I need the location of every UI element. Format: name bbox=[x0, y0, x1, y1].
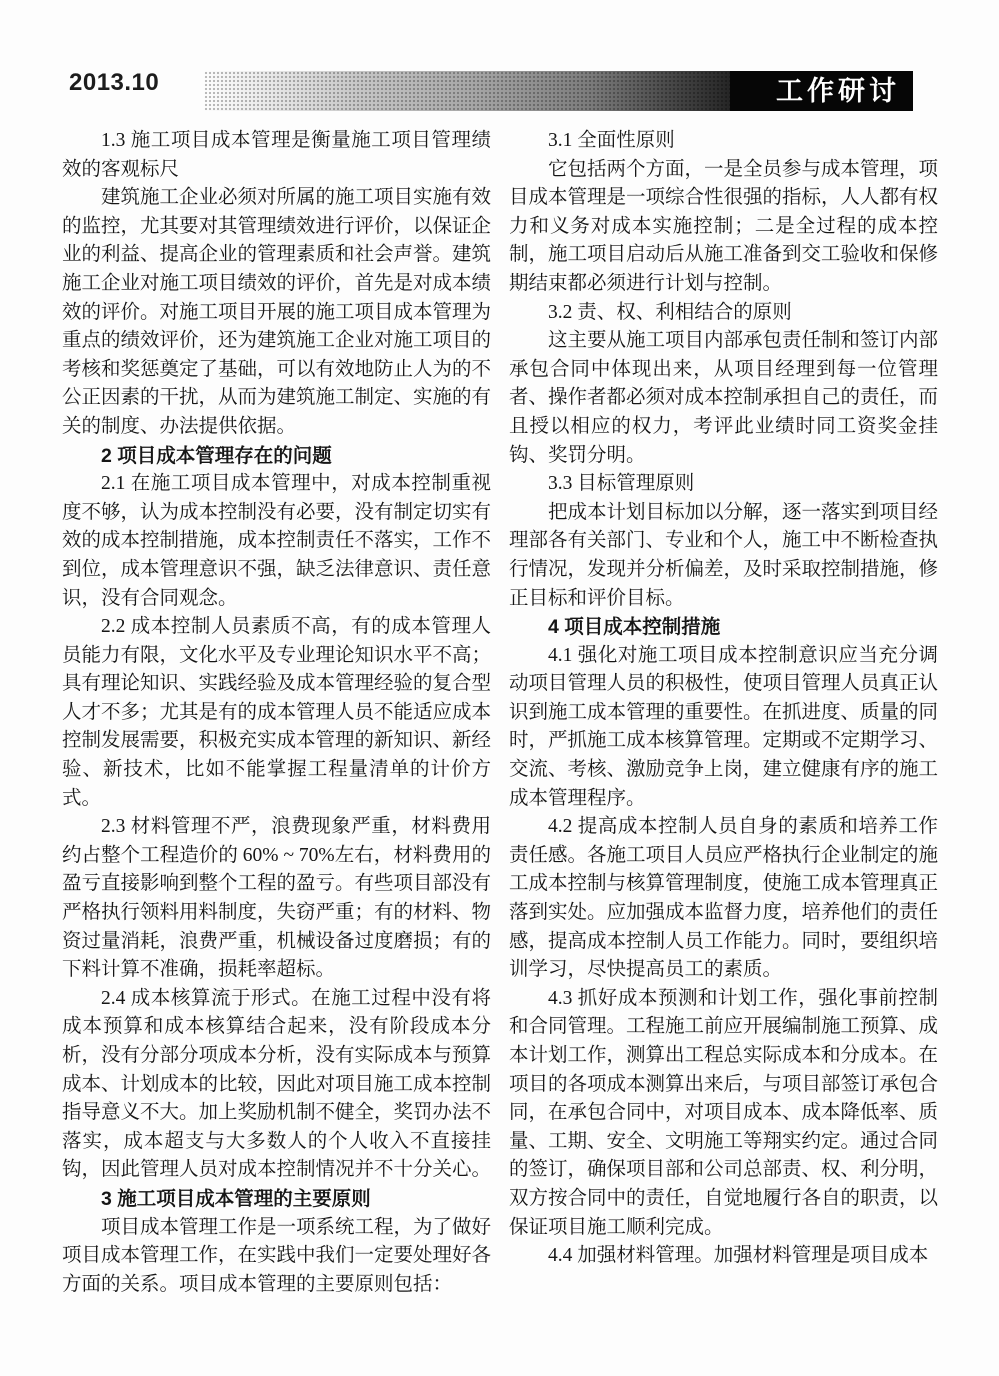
paragraph: 建筑施工企业必须对所属的施工项目实施有效的监控，尤其要对其管理绩效进行评价，以保证企业的利益、提高企业的管理素质和社会声誉。建筑施工企业对施工项目绩效的评价，首先是对成本绩效的评价。对施工项目开展的施工项目成本管理为重点的绩效评价，还为建筑施工企业对施工项目的考核和奖惩奠定了基础，可以有效地防止人为的不公正因素的干扰，从而为建筑施工制定、实施的有关的制度、办法提供依据。 bbox=[62, 187, 492, 437]
paragraph: 4.3 抓好成本预测和计划工作，强化事前控制和合同管理。工程施工前应开展编制施工预算、成本计划工作，测算出工程总实际成本和分成本。在项目的各项成本测算出来后，与项目部签订承包合同，在承包合同中，对项目成本、成本降低率、质量、工期、安全、文明施工等翔实约定。通过合同的签订，确保项目部和公司总部责、权、利分明，双方按合同中的责任，自觉地履行各自的职责，以保证项目施工顺利完成。 bbox=[509, 987, 939, 1238]
column-right bbox=[509, 127, 938, 1299]
section-label-box bbox=[730, 71, 913, 111]
article-body bbox=[62, 127, 939, 1299]
section-heading: 4 项目成本控制措施 bbox=[548, 616, 721, 639]
issue-date: 2013.10 bbox=[69, 69, 160, 96]
sub-heading: 3.2 责、权、利相结合的原则 bbox=[548, 301, 792, 323]
paragraph: 2.3 材料管理不严，浪费现象严重，材料费用约占整个工程造价的 60% ~ 70%左右，材料费用的盈亏直接影响到整个工程的盈亏。有些项目部没有严格执行领料用料制度，失窃严重；有的材料、物资过量消耗，浪费严重，机械设备过度磨损；有的下料计算不准确，损耗率超标。 bbox=[62, 816, 492, 981]
paragraph: 2.4 成本核算流于形式。在施工过程中没有将成本预算和成本核算结合起来，没有阶段成本分析，没有分部分项成本分析，没有实际成本与预算成本、计划成本的比较，因此对项目施工成本控制指导意义不大。加上奖励机制不健全，奖罚办法不落实，成本超支与大多数人的个人收入不直接挂钩，因此管理人员对成本控制情况并不十分关心。 bbox=[62, 987, 492, 1181]
paragraph: 4.4 加强材料管理。加强材料管理是项目成本 bbox=[548, 1245, 929, 1267]
paragraph: 2.2 成本控制人员素质不高，有的成本管理人员能力有限，文化水平及专业理论知识水平不高；具有理论知识、实践经验及成本管理经验的复合型人才不多；尤其是有的成本管理人员不能适应成本控制发展需要，积极充实成本管理的新知识、新经验、新技术，比如不能掌握工程量清单的计价方式。 bbox=[62, 616, 492, 809]
column-left bbox=[62, 127, 491, 1299]
sub-heading: 3.3 目标管理原则 bbox=[548, 473, 695, 495]
paragraph: 2.1 在施工项目成本管理中，对成本控制重视度不够，认为成本控制没有必要，没有制定切实有效的成本控制措施，成本控制责任不落实，工作不到位，成本管理意识不强，缺乏法律意识、责任意识，没有合同观念。 bbox=[62, 473, 492, 609]
sub-heading: 1.3 施工项目成本管理是衡量施工项目管理绩效的客观标尺 bbox=[62, 130, 491, 180]
header-gradient-bar bbox=[204, 71, 913, 111]
section-label: 工作研讨 bbox=[776, 75, 900, 106]
section-heading: 2 项目成本管理存在的问题 bbox=[101, 444, 332, 467]
sub-heading: 3.1 全面性原则 bbox=[548, 130, 675, 151]
paragraph: 把成本计划目标加以分解，逐一落实到项目经理部各有关部门、专业和个人，施工中不断检查执行情况，发现并分析偏差，及时采取控制措施，修正目标和评价目标。 bbox=[509, 501, 939, 609]
paragraph: 这主要从施工项目内部承包责任制和签订内部承包合同中体现出来，从项目经理到每一位管理者、操作者都必须对成本控制承担自己的责任，而且授以相应的权力，考评此业绩时同工资奖金挂钩、奖罚分明。 bbox=[509, 330, 939, 466]
section-heading: 3 施工项目成本管理的主要原则 bbox=[101, 1187, 371, 1210]
paragraph: 4.1 强化对施工项目成本控制意识应当充分调动项目管理人员的积极性，使项目管理人员真正认识到施工成本管理的重要性。在抓进度、质量的同时，严抓施工成本核算管理。定期或不定期学习、交流、考核、激励竞争上岗，建立健康有序的施工成本管理程序。 bbox=[509, 644, 939, 809]
paragraph: 它包括两个方面，一是全员参与成本管理，项目成本管理是一项综合性很强的指标，人人都有权力和义务对成本实施控制；二是全过程的成本控制，施工项目启动后从施工准备到交工验收和保修期结束都必须进行计划与控制。 bbox=[509, 158, 939, 294]
paragraph: 4.2 提高成本控制人员自身的素质和培养工作责任感。各施工项目人员应严格执行企业制定的施工成本控制与核算管理制度，使施工成本管理真正落到实处。应加强成本监督力度，培养他们的责任感，提高成本控制人员工作能力。同时，要组织培训学习，尽快提高员工的素质。 bbox=[509, 816, 939, 981]
paragraph: 项目成本管理工作是一项系统工程，为了做好项目成本管理工作，在实践中我们一定要处理好各方面的关系。项目成本管理的主要原则包括： bbox=[62, 1216, 492, 1295]
